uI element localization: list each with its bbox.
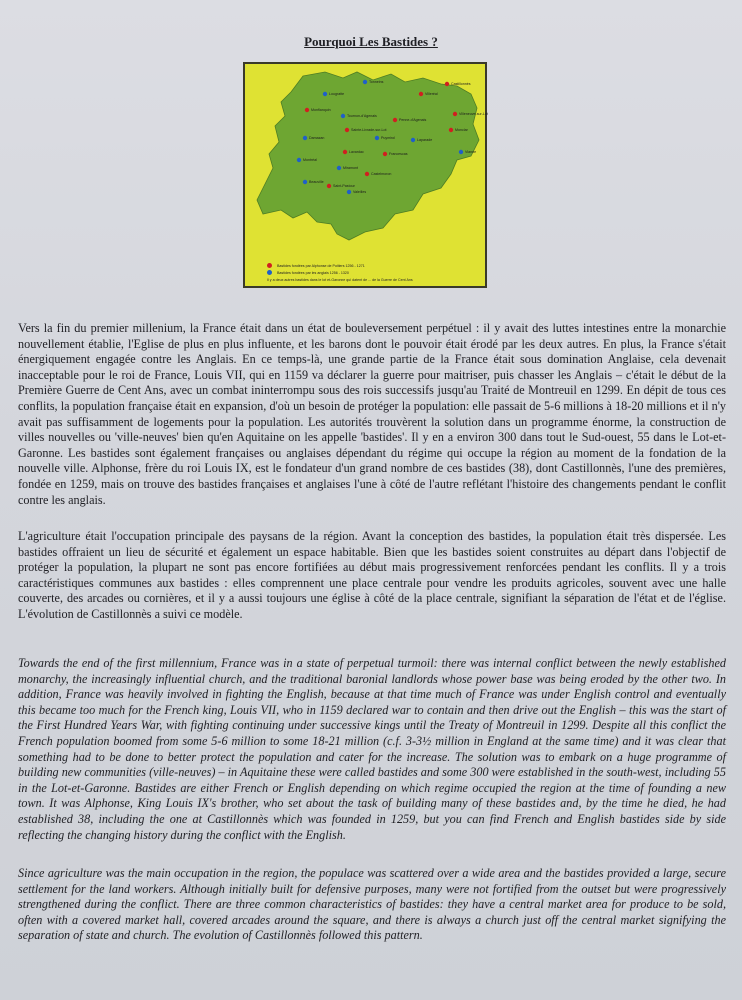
english-paragraph-2: Since agriculture was the main occupation in the region, the populace was scattered over a wide area and the bastides provided a large, secure settlement for the land workers. Although initially built for defensive purposes, many were not fortified from the outset but were progressively strengthened during the conflict. There are three common characteristics of bastides: they have a central market area for produce to be sold, often with a covered market hall, covered arcades around the square, and there is always a church just off the central market signifying the separation of state and church. The evolution of Castillonnès followed this pattern. — [18, 866, 726, 943]
map-place-label: Sainte-Livrade-sur-Lot — [351, 128, 387, 132]
french-text — [18, 321, 726, 508]
map-marker-blue — [297, 158, 301, 162]
map-marker-blue — [303, 136, 307, 140]
map-marker-red — [419, 92, 423, 96]
map-place-label: Vianne — [465, 150, 477, 154]
map-place-label: Penne-d'Agenais — [399, 118, 427, 122]
map-place-label: Miramont — [343, 166, 358, 170]
map-place-label: Tonneins — [369, 80, 384, 84]
page-title: Pourquoi Les Bastides ? — [304, 34, 438, 49]
english-text — [18, 656, 726, 843]
map-marker-red — [449, 128, 453, 132]
map-place-label: Montréal — [303, 158, 317, 162]
lot-et-garonne-map-graphic — [245, 64, 485, 286]
english-text-2 — [18, 866, 726, 944]
red-marker-icon — [267, 263, 272, 268]
map-marker-red — [445, 82, 449, 86]
map-marker-blue — [303, 180, 307, 184]
map-place-label: Villeréal — [425, 92, 438, 96]
map-marker-blue — [411, 138, 415, 142]
map-marker-blue — [363, 80, 367, 84]
map-place-label: Castelmoron — [371, 172, 392, 176]
map-marker-blue — [341, 114, 345, 118]
legend-blue-label: Bastides fondées par les anglais 1256 - 1320 — [277, 270, 349, 275]
map-place-label: Saint-Pastour — [333, 184, 355, 188]
map-marker-red — [453, 112, 457, 116]
map-marker-blue — [347, 190, 351, 194]
english-paragraph-1: Towards the end of the first millennium, France was in a state of perpetual turmoil: there was internal conflict between the newly established monarchy, the increasingly influential church, and the traditional baronial landlords whose power base was being eroded by the other two. In addition, France was heavily involved in fighting the English, because at that time much of France was under English control and eventually this became too much for the French king, Louis VII, who in 1159 declared war to contain and then drive out the English – this was the start of the First Hundred Years War, with fighting continuing under successive kings until the Treaty of Montreuil in 1299. Despite all this conflict the French population boomed from some 5-6 million to some 18-21 million (c.f. 3-3½ million in England at the same time) and it was clear that something had to be done to better protect the population and cater for the increase. The solution was to embark on a huge programme of building new communities (ville-neuves) – in Aquitaine these were called bastides and some 300 were established in the south-west, including 55 in the Lot-et-Garonne. Bastides are either French or English depending on which regime occupied the region at the time of founding a new town. It was Alphonse, King Louis IX's brother, who set about the task of building many of these bastides and, by the time he died, he had established 38, including the one at Castillonnès which was founded in 1259, but you can find French and English bastides side by side reflecting the changing history during the conflict with the English. — [18, 656, 726, 842]
legend-red-label: Bastides fondées par Alphonse de Poitiers 1256 - 1271 — [277, 263, 365, 268]
map-place-label: Beauville — [309, 180, 324, 184]
map-place-label: Castillonnès — [451, 82, 471, 86]
map-marker-blue — [323, 92, 327, 96]
blue-marker-icon — [267, 270, 272, 275]
map-marker-blue — [375, 136, 379, 140]
french-paragraph-2: L'agriculture était l'occupation principale des paysans de la région. Avant la conception des bastides, la population était très dispersée. Les bastides offraient un lieu de sécurité et également un espace habitable. Bien que les bastides soient construites au départ dans l'objectif de protéger la population, la plupart ne sont pas encore fortifiées au début mais progressivement renforcées pendant les conflits. Il y a trois caractéristiques communes aux bastides : elles comprennent une place centrale pour vendre les produits agricoles, souvent avec une halle couverte, des arcades ou cornières, et il y a aussi toujours une église à côté de la place centrale, signifiant la séparation de l'état et de l'église. L'évolution de Castillonnès a suivi ce modèle. — [18, 529, 726, 621]
map-marker-red — [365, 172, 369, 176]
map-place-label: Tournon-d'Agenais — [347, 114, 377, 118]
map-marker-red — [345, 128, 349, 132]
map-place-label: Villeneuve-sur-Lot — [459, 112, 488, 116]
map-place-label: Puymirol — [381, 136, 395, 140]
map-place-label: Lavardac — [349, 150, 364, 154]
map-place-label: Monclar — [455, 128, 468, 132]
map-marker-red — [343, 150, 347, 154]
map-place-label: Monflanquin — [311, 108, 331, 112]
map-place-label: Damazan — [309, 136, 325, 140]
map-place-label: Valeilles — [353, 190, 367, 194]
map-marker-red — [383, 152, 387, 156]
french-paragraph-1: Vers la fin du premier millenium, la France était dans un état de bouleversement perpétuel : il y avait des luttes intestines entre la monarchie nouvellement établie, l'Eglise de plus en plus influente, et les barons dont le pouvoir était érodé par les deux autres. En plus, la France s'était énergiquement engagée contre les Anglais. En ce temps-là, une grande partie de la France était sous domination Anglaise, cela devenait inacceptable pour le roi de France, Louis VII, qui en 1159 va déclarer la guerre pour maitriser, puis chasser les Anglais – c'était le début de la Première Guerre de Cent Ans, avec un combat ininterrompu sous des rois successifs jusqu'au Traité de Montreuil en 1299. En dépit de tous ces conflits, la population française était en expansion, d'où un besoin de protéger la population: elle passait de 5-6 millions à 18-20 millions et il n'y avait pas suffisamment de logements pour la population. Les autorités trouvèrent la solution dans un programme énorme, la construction de villes nouvelles ou 'ville-neuves' bien qu'en Aquitaine on les appelle 'bastides'. Il y en a environ 300 dans tout le Sud-ouest, 55 dans le Lot-et-Garonne. Les bastides sont également françaises ou anglaises dépendant du régime qui occupe la région au moment de la fondation de la nouvelle ville. Alphonse, frère du roi Louis IX, est le fondateur d'un grand nombre de ces bastides (38), dont Castillonnès, l'une des premières, fondée en 1259, mais on trouve des bastides françaises et anglaises l'une à côté de l'autre reflétant l'histoire des changements pendant le conflit contre les anglais. — [18, 321, 726, 507]
map-place-label: Lougratte — [329, 92, 345, 96]
legend-item-blue — [267, 269, 467, 276]
map-legend — [267, 262, 467, 283]
bastides-map — [243, 62, 487, 288]
map-place-label: Laparade — [417, 138, 433, 142]
french-text-2 — [18, 529, 726, 623]
map-marker-red — [327, 184, 331, 188]
map-place-label: Francescas — [389, 152, 408, 156]
map-marker-red — [393, 118, 397, 122]
legend-item-red — [267, 262, 467, 269]
map-marker-red — [305, 108, 309, 112]
department-shape — [257, 72, 479, 240]
legend-note — [267, 276, 467, 283]
legend-note-text: Il y a deux autres bastides dans le lot et-Garonne qui datent de ... de la Guerre de Cent Ans — [267, 277, 413, 282]
map-marker-blue — [459, 150, 463, 154]
map-marker-blue — [337, 166, 341, 170]
